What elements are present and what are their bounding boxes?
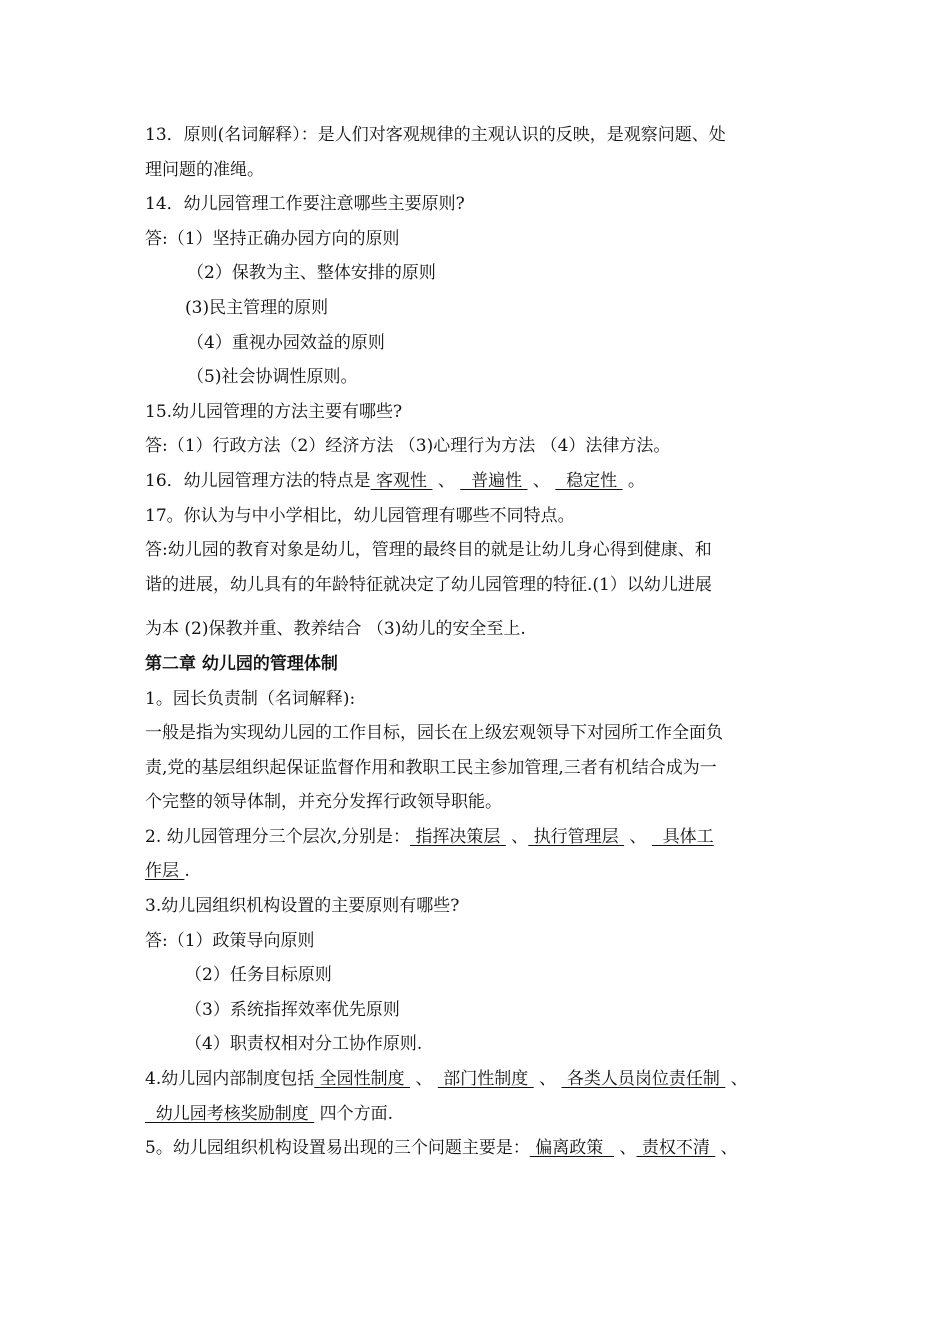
c5-blank-2: 责权不清 — [636, 1138, 716, 1159]
q16-prefix: 16．幼儿园管理方法的特点是 — [145, 470, 371, 491]
c4-blank-4: 幼儿园考核奖励制度 — [145, 1103, 315, 1124]
c2-separator-1: 、 — [505, 826, 529, 847]
c3-answer-3: （3）系统指挥效率优先原则 — [185, 999, 400, 1020]
c2-fill-in-line-2 — [145, 854, 830, 889]
c3-answer-1: 答:（1）政策导向原则 — [145, 930, 315, 951]
c1-term: 1。园长负责制（名词解释): — [145, 688, 356, 709]
c1-answer-2: 责,党的基层组织起保证监督作用和教职工民主参加管理,三者有机结合成为一 — [145, 757, 717, 778]
q16-blank-2: 普遍性 — [460, 470, 528, 491]
c4-separator-3: 、 — [725, 1069, 748, 1090]
c1-answer-1: 一般是指为实现幼儿园的工作目标，园长在上级宏观领导下对园所工作全面负 — [145, 723, 723, 744]
c2-blank-1: 指挥决策层 — [410, 826, 506, 847]
q14-answer-5: （5)社会协调性原则。 — [187, 367, 358, 388]
q15-question: 15.幼儿园管理的方法主要有哪些? — [145, 401, 403, 422]
q16-separator-2: 、 — [527, 470, 556, 491]
c4-separator-2: 、 — [533, 1069, 562, 1090]
q14-answer-3: (3)民主管理的原则 — [185, 297, 329, 318]
q17-question: 17。你认为与中小学相比，幼儿园管理有哪些不同特点。 — [145, 505, 575, 526]
c4-prefix: 4.幼儿园内部制度包括 — [145, 1069, 315, 1090]
c3-answer-2: （2）任务目标原则 — [185, 965, 332, 986]
c3-answer-4: （4）职责权相对分工协作原则. — [185, 1034, 423, 1055]
c2-prefix: 2. 幼儿园管理分三个层次,分别是： — [145, 826, 411, 847]
q17-answer-2: 谐的进展，幼儿具有的年龄特征就决定了幼儿园管理的特征.(1）以幼儿进展 — [145, 574, 712, 595]
q14-answer-4: （4）重视办园效益的原则 — [187, 332, 385, 353]
c5-prefix: 5。幼儿园组织机构设置易出现的三个问题主要是： — [145, 1138, 530, 1159]
q17-answer-1: 答:幼儿园的教育对象是幼儿，管理的最终目的就是让幼儿身心得到健康、和 — [145, 540, 712, 561]
c5-blank-1: 偏离政策 — [529, 1138, 615, 1159]
c1-answer-3: 个完整的领导体制，并充分发挥行政领导职能。 — [145, 792, 502, 813]
c4-blank-2: 部门性制度 — [437, 1069, 534, 1090]
c4-blank-1: 全园性制度 — [314, 1069, 411, 1090]
chapter-2-heading: 第二章 幼儿园的管理体制 — [145, 653, 338, 674]
c2-fill-in-line-1 — [145, 820, 830, 855]
c5-end: 、 — [715, 1138, 738, 1159]
c5-separator-1: 、 — [614, 1138, 637, 1159]
c4-fill-in-line-2 — [145, 1097, 830, 1132]
c2-blank-2: 执行管理层 — [528, 826, 625, 847]
c2-blank-3-part-2: 作层 — [145, 861, 185, 882]
c4-end: 四个方面. — [314, 1103, 394, 1124]
q13-line-1: 13．原则(名词解释）：是人们对客观规律的主观认识的反映，是观察问题、处 — [145, 125, 726, 145]
c5-fill-in — [145, 1131, 830, 1166]
c2-blank-3-part-1: 具体工 — [651, 826, 714, 847]
q16-fill-in — [145, 464, 830, 499]
q15-answer: 答:（1）行政方法（2）经济方法 （3)心理行为方法 （4）法律方法。 — [145, 436, 671, 457]
q16-blank-1: 客观性 — [370, 470, 433, 491]
q16-blank-3: 稳定性 — [555, 470, 623, 491]
c4-fill-in-line-1 — [145, 1062, 830, 1097]
c4-blank-3: 各类人员岗位责任制 — [561, 1069, 726, 1090]
c3-question: 3.幼儿园组织机构设置的主要原则有哪些? — [145, 896, 460, 917]
c4-separator-1: 、 — [410, 1069, 438, 1090]
c2-separator-2: 、 — [624, 826, 652, 847]
q13-line-2: 理问题的准绳。 — [145, 159, 264, 180]
q14-answer-2: （2）保教为主、整体安排的原则 — [187, 263, 436, 284]
q17-answer-3: 为本 (2)保教并重、教养结合 （3)幼儿的安全至上. — [145, 619, 526, 640]
c2-end: . — [184, 861, 190, 882]
q16-separator-1: 、 — [432, 470, 461, 491]
q14-answer-1: 答:（1）坚持正确办园方向的原则 — [145, 228, 400, 249]
q16-end: 。 — [622, 470, 645, 491]
q14-question: 14．幼儿园管理工作要注意哪些主要原则? — [145, 194, 465, 215]
